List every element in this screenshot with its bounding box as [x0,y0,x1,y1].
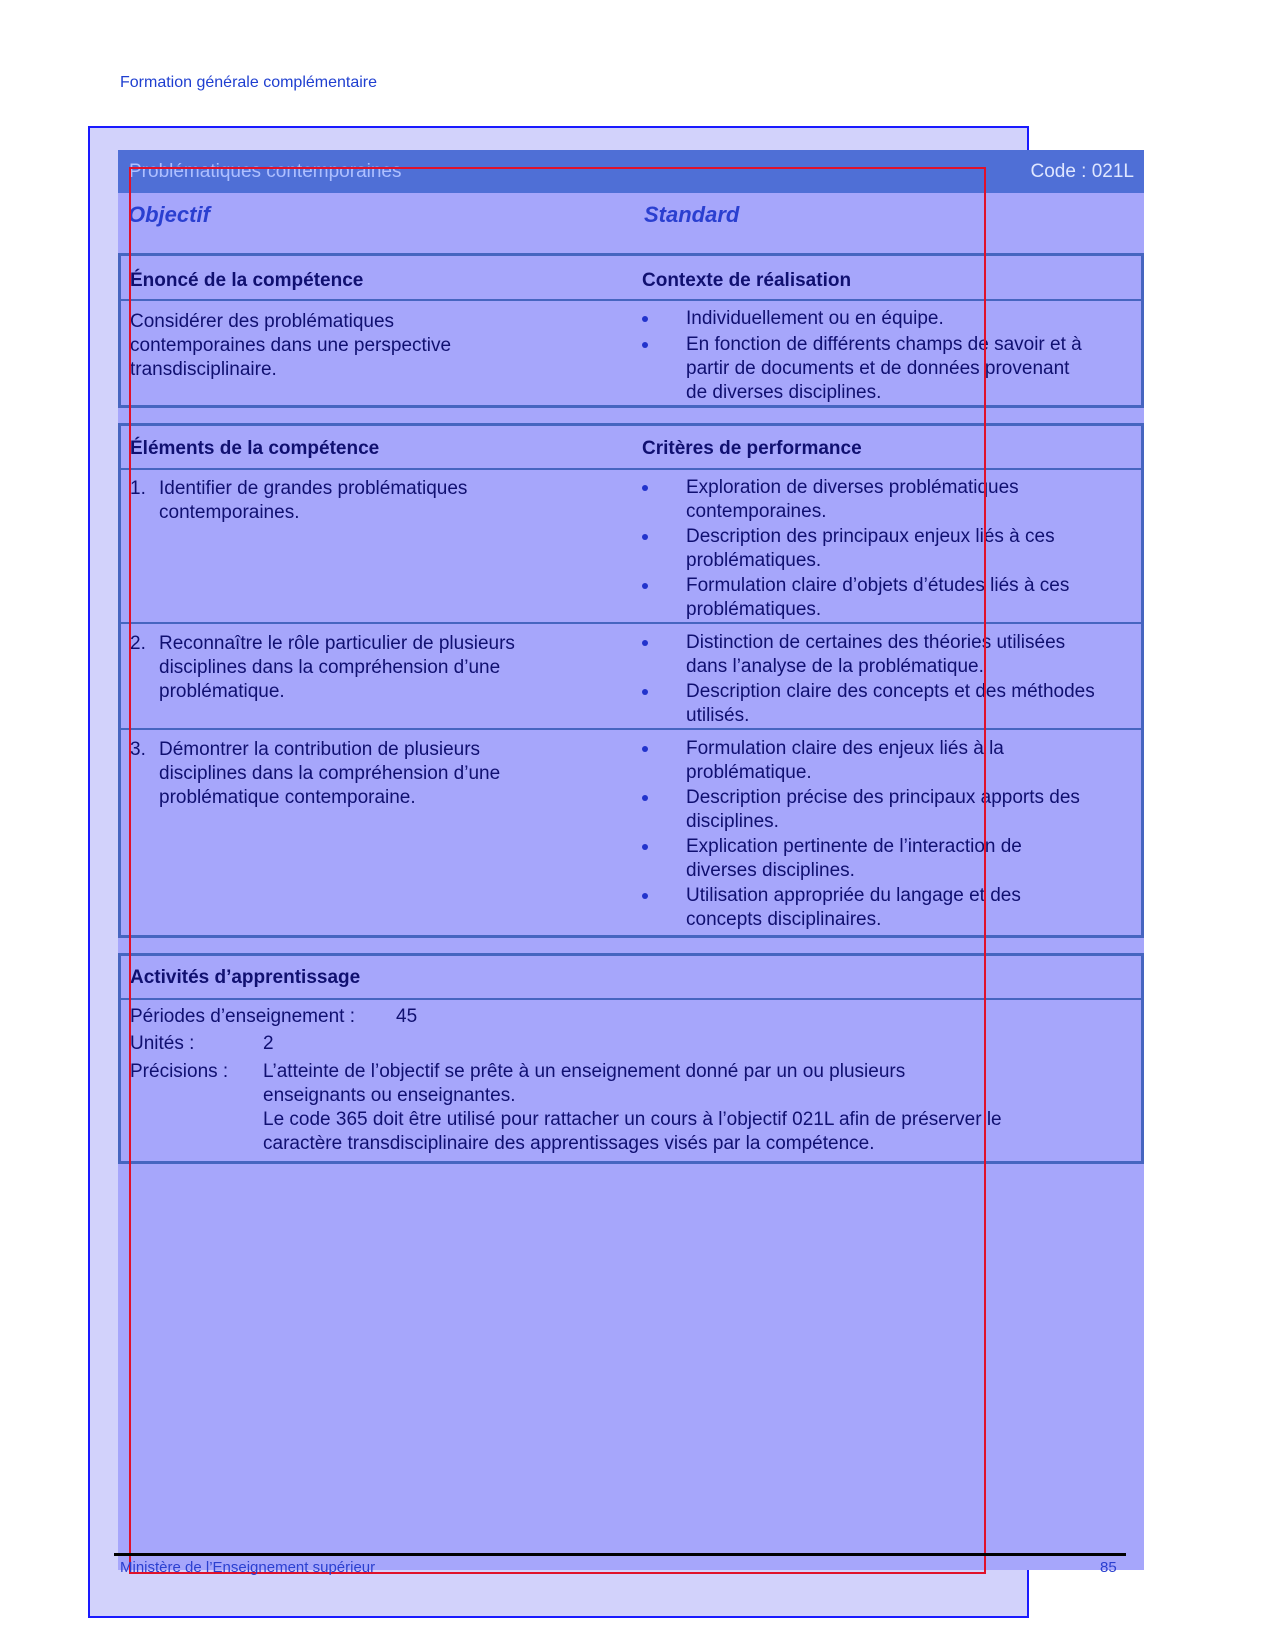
precisions-label: Précisions : [130,1061,229,1082]
element-line: Reconnaître le rôle particulier de plusieurs [159,633,515,654]
critere-line: contemporaines. [686,501,827,522]
critere-line: utilisés. [686,705,750,726]
contexte-line: de diverses disciplines. [686,382,882,403]
running-header: Formation générale complémentaire [120,74,378,91]
enonce-line: Considérer des problématiques [130,311,395,332]
precisions-line: Le code 365 doit être utilisé pour rattacher un cours à l’objectif 021L afin de préserver le [263,1109,1002,1130]
critere-line: problématique. [686,762,812,783]
enonce-line: contemporaines dans une perspective [130,335,452,356]
course-title: Problématiques contemporaines [129,161,402,182]
critere-line: diverses disciplines. [686,860,855,881]
precisions-line: enseignants ou enseignantes. [263,1085,516,1106]
critere-line: Description claire des concepts et des méthodes [686,681,1095,702]
periodes-label: Périodes d’enseignement : [130,1006,355,1027]
elements-header: Éléments de la compétence [130,438,380,459]
heading-objectif: Objectif [128,202,210,227]
contexte-line: partir de documents et de données provenant [686,358,1070,379]
heading-standard: Standard [644,202,740,227]
critere-line: Exploration de diverses problématiques [686,477,1019,498]
critere-line: disciplines. [686,811,779,832]
element-number: 1. [130,478,146,499]
precisions-line: caractère transdisciplinaire des apprentissages visés par la compétence. [263,1133,875,1154]
page-number: 85 [1100,1559,1117,1576]
contexte-header: Contexte de réalisation [642,270,852,291]
critere-line: problématiques. [686,599,822,620]
element-line: Identifier de grandes problématiques [159,478,468,499]
unites-label: Unités : [130,1033,195,1054]
course-code: Code : 021L [1030,161,1134,182]
enonce-line: transdisciplinaire. [130,359,277,380]
critere-line: Description des principaux enjeux liés à ces [686,526,1055,547]
contexte-line: En fonction de différents champs de savoir et à [686,334,1082,355]
selection-frame [129,167,986,1574]
critere-line: Distinction de certaines des théories utilisées [686,632,1066,653]
critere-line: dans l’analyse de la problématique. [686,656,984,677]
element-line: contemporaines. [159,502,300,523]
element-line: disciplines dans la compréhension d’une [159,763,501,784]
critere-line: Formulation claire des enjeux liés à la [686,738,1004,759]
element-line: problématique. [159,681,285,702]
element-number: 2. [130,633,146,654]
element-line: disciplines dans la compréhension d’une [159,657,501,678]
critere-line: Description précise des principaux apports des [686,787,1080,808]
precisions-line: L’atteinte de l’objectif se prête à un enseignement donné par un ou plusieurs [263,1061,906,1082]
periodes-value: 45 [396,1006,418,1027]
element-line: problématique contemporaine. [159,787,416,808]
criteres-header: Critères de performance [642,438,862,459]
critere-line: problématiques. [686,550,822,571]
contexte-line: Individuellement ou en équipe. [686,308,944,329]
activites-header: Activités d’apprentissage [130,967,361,988]
footer-ministry: Ministère de l’Enseignement supérieur [120,1559,376,1576]
unites-value: 2 [263,1033,274,1054]
critere-line: concepts disciplinaires. [686,909,882,930]
critere-line: Formulation claire d’objets d’études liés à ces [686,575,1070,596]
critere-line: Explication pertinente de l’interaction de [686,836,1022,857]
critere-line: Utilisation appropriée du langage et des [686,885,1021,906]
element-number: 3. [130,739,146,760]
element-line: Démontrer la contribution de plusieurs [159,739,481,760]
footer-rule [114,1553,1126,1556]
enonce-header: Énoncé de la compétence [130,270,364,291]
